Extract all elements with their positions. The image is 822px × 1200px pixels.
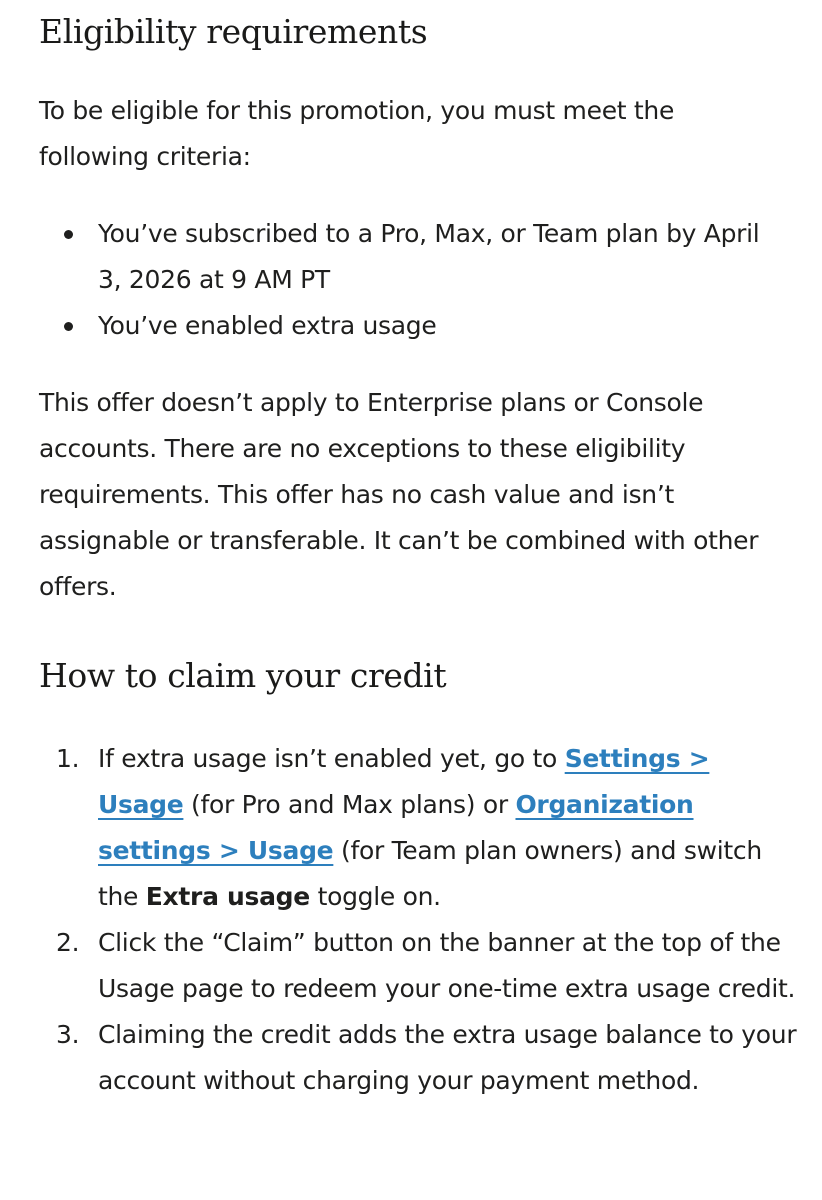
- bullet-icon: [64, 322, 73, 331]
- step-text: (for Pro and Max plans) or: [183, 790, 516, 819]
- extra-usage-label: Extra usage: [145, 882, 310, 911]
- criteria-text: You’ve subscribed to a Pro, Max, or Team plan by April 3, 2026 at 9 AM PT: [98, 219, 760, 294]
- claim-steps-list: [39, 736, 799, 1104]
- step-number: 3.: [56, 1020, 80, 1049]
- step-text: If extra usage isn’t enabled yet, go to: [98, 744, 565, 773]
- bullet-icon: [64, 230, 73, 239]
- criteria-text: You’ve enabled extra usage: [98, 311, 437, 340]
- settings-usage-link[interactable]: Settings > Usage: [98, 744, 710, 819]
- step-item: [39, 1012, 799, 1104]
- step-number: 2.: [56, 928, 80, 957]
- criteria-item: [39, 303, 779, 349]
- step-text: Claiming the credit adds the extra usage balance to your account without charging your payment method.: [98, 1020, 797, 1095]
- eligibility-intro: To be eligible for this promotion, you must meet the following criteria:: [39, 96, 675, 171]
- claim-heading: How to claim your credit: [39, 656, 447, 695]
- step-item: [39, 736, 799, 920]
- step-text: (for Team plan owners) and switch the: [98, 836, 762, 911]
- step-number: 1.: [56, 744, 80, 773]
- eligibility-heading: Eligibility requirements: [39, 12, 428, 51]
- criteria-item: [39, 211, 779, 303]
- criteria-list: [39, 211, 779, 349]
- offer-terms: This offer doesn’t apply to Enterprise plans or Console accounts. There are no exceptions to these eligibility requirements. This offer has no cash value and isn’t assignable or transferable. It can’t be combined with other offers.: [39, 388, 759, 601]
- step-text: toggle on.: [309, 882, 441, 911]
- step-text: Click the “Claim” button on the banner at the top of the Usage page to redeem your one-time extra usage credit.: [98, 928, 796, 1003]
- step-item: [39, 920, 799, 1012]
- organization-settings-usage-link[interactable]: Organization settings > Usage: [98, 790, 694, 865]
